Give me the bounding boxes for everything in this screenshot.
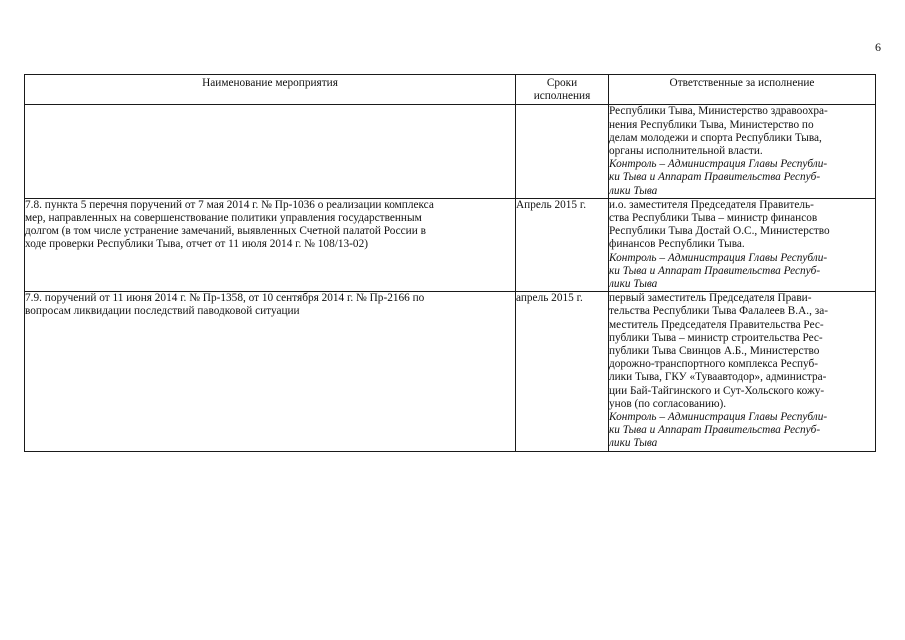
table-row <box>25 198 876 291</box>
deadline-text: апрель 2015 г. <box>516 292 583 305</box>
control-line: ки Тыва и Аппарат Правительства Респуб- <box>609 264 821 277</box>
responsible-line: Республики Тыва Достай О.С., Министерство <box>609 225 830 238</box>
deadline-text: Апрель 2015 г. <box>516 198 587 211</box>
measure-name-cell <box>25 105 516 198</box>
responsible-line: меститель Председателя Правительства Рес- <box>609 318 824 331</box>
measure-name-line: вопросам ликвидации последствий паводковой ситуации <box>25 305 300 318</box>
control-line: Контроль – Администрация Главы Республи- <box>609 158 828 171</box>
control-line: ки Тыва и Аппарат Правительства Респуб- <box>609 424 821 437</box>
table-row <box>25 105 876 198</box>
measures-table <box>24 74 876 452</box>
measure-name-cell <box>25 292 516 451</box>
header-deadline <box>516 75 609 105</box>
page-number: 6 <box>875 40 881 54</box>
deadline-cell <box>516 198 609 291</box>
responsible-line: ции Бай-Тайгинского и Сут-Хольского кожу- <box>609 384 825 397</box>
deadline-cell <box>516 105 609 198</box>
header-deadline-line1: Сроки <box>546 77 578 89</box>
measure-name-line: ходе проверки Республики Тыва, отчет от 11 июля 2014 г. № 108/13-02) <box>25 238 368 251</box>
responsible-line: лики Тыва, ГКУ «Туваавтодор», администра- <box>609 371 827 384</box>
responsible-line: Республики Тыва, Министерство здравоохра- <box>609 105 828 118</box>
measure-name-cell <box>25 198 516 291</box>
responsible-line: унов (по согласованию). <box>609 397 727 410</box>
responsible-cell <box>609 105 876 198</box>
responsible-line: публики Тыва Свинцов А.Б., Министерство <box>609 345 820 358</box>
responsible-line: публики Тыва – министр строительства Рес- <box>609 331 823 344</box>
responsible-line: ства Республики Тыва – министр финансов <box>609 212 818 225</box>
header-deadline-line2: исполнения <box>533 90 591 103</box>
control-line: Контроль – Администрация Главы Республи- <box>609 251 828 264</box>
control-line: ки Тыва и Аппарат Правительства Респуб- <box>609 171 821 184</box>
table-header-row <box>25 75 876 105</box>
deadline-cell <box>516 292 609 451</box>
control-line: Контроль – Администрация Главы Республи- <box>609 411 828 424</box>
responsible-line: финансов Республики Тыва. <box>609 238 745 251</box>
responsible-line: дорожно-транспортного комплекса Респуб- <box>609 358 819 371</box>
responsible-line: и.о. заместителя Председателя Правитель- <box>609 198 814 211</box>
header-responsible: Ответственные за исполнение <box>609 75 876 105</box>
table-row <box>25 292 876 451</box>
responsible-line: нения Республики Тыва, Министерство по <box>609 118 814 131</box>
responsible-cell <box>609 198 876 291</box>
measure-name-line: долгом (в том числе устранение замечаний, выявленных Счетной палатой России в <box>25 225 426 238</box>
responsible-line: первый заместитель Председателя Прави- <box>609 292 812 305</box>
measure-name-line: мер, направленных на совершенствование политики управления государственным <box>25 212 422 225</box>
measure-name-line: 7.9. поручений от 11 июня 2014 г. № Пр-1358, от 10 сентября 2014 г. № Пр-2166 по <box>25 292 425 305</box>
responsible-line: органы исполнительной власти. <box>609 145 763 158</box>
control-line: лики Тыва <box>609 437 658 450</box>
control-line: лики Тыва <box>609 184 658 197</box>
header-measure-name: Наименование мероприятия <box>25 75 516 105</box>
responsible-line: тельства Республики Тыва Фалалеев В.А., за- <box>609 305 829 318</box>
control-line: лики Тыва <box>609 278 658 291</box>
responsible-cell <box>609 292 876 451</box>
measure-name-line: 7.8. пункта 5 перечня поручений от 7 мая 2014 г. № Пр-1036 о реализации комплекса <box>25 198 434 211</box>
responsible-line: делам молодежи и спорта Республики Тыва, <box>609 131 822 144</box>
